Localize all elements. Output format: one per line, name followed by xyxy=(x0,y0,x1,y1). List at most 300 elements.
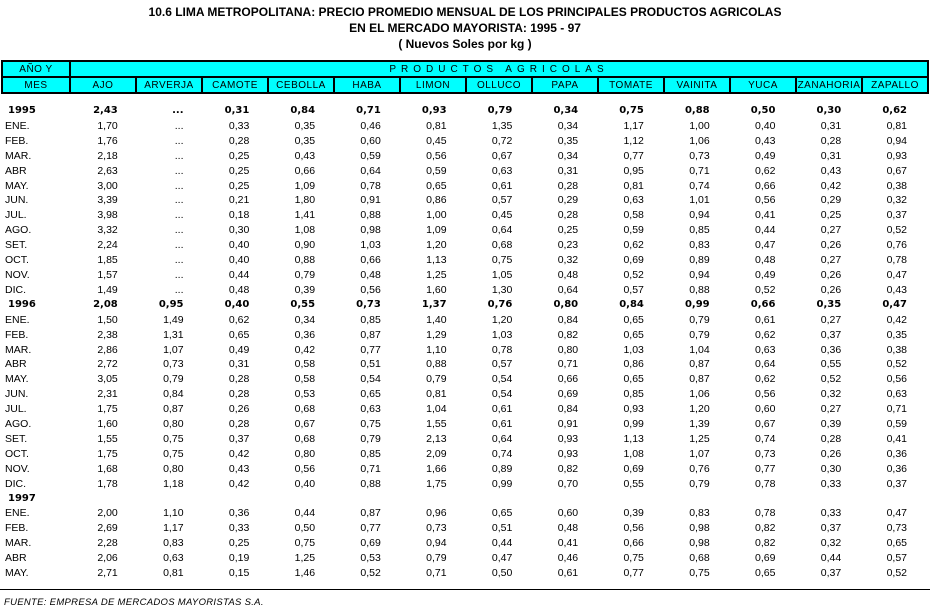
cell-limon: 0,56 xyxy=(426,149,447,162)
cell-arverja: 0,73 xyxy=(163,358,184,371)
cell-zapallo: 0,32 xyxy=(886,194,907,207)
cell-zanahoria: 0,32 xyxy=(820,537,842,550)
cell-zapallo: 0,47 xyxy=(886,507,907,520)
cell-yuca: 0,82 xyxy=(754,537,776,550)
month-row xyxy=(1,372,929,387)
cell-vainita: 0,73 xyxy=(689,149,710,162)
cell-limon: 1,29 xyxy=(426,328,447,341)
cell-yuca: 0,44 xyxy=(754,224,776,237)
cell-arverja: ... xyxy=(174,224,184,237)
cell-ajo: 2,63 xyxy=(97,164,118,177)
cell-ajo: 3,39 xyxy=(97,194,118,207)
cell-haba: 0,64 xyxy=(360,164,381,177)
cell-yuca: 0,64 xyxy=(754,358,776,371)
cell-zapallo: 0,71 xyxy=(886,403,907,416)
cell-haba: 0,73 xyxy=(356,298,381,310)
cell-camote: 0,37 xyxy=(228,432,250,445)
cell-tomate: 0,39 xyxy=(623,507,644,520)
cell-zapallo: 0,56 xyxy=(886,373,907,386)
cell-cebolla: 0,68 xyxy=(294,432,316,445)
cell-vainita: 0,94 xyxy=(689,209,710,222)
cell-yuca: 0,49 xyxy=(754,268,776,281)
cell-papa: 0,82 xyxy=(557,328,579,341)
cell-cebolla: 0,67 xyxy=(294,418,316,431)
cell-ajo: 1,78 xyxy=(97,477,118,490)
cell-papa: 0,29 xyxy=(557,194,579,207)
cell-tomate: 0,93 xyxy=(623,403,644,416)
cell-haba: 0,71 xyxy=(356,105,381,116)
cell-zapallo: 0,52 xyxy=(886,567,907,580)
cell-zapallo: 0,78 xyxy=(886,254,907,267)
cell-papa: 0,66 xyxy=(557,373,579,386)
cell-yuca: 0,41 xyxy=(754,209,776,222)
cell-arverja: 0,83 xyxy=(163,537,184,550)
cell-zanahoria: 0,44 xyxy=(820,552,842,565)
cell-papa: 0,80 xyxy=(553,298,579,310)
month-row xyxy=(1,536,929,551)
month-label: AGO. xyxy=(5,224,32,237)
cell-zanahoria: 0,28 xyxy=(820,432,842,445)
cell-zanahoria: 0,39 xyxy=(820,418,842,431)
cell-cebolla: 1,09 xyxy=(294,179,316,192)
cell-olluco: 0,89 xyxy=(491,462,513,475)
cell-zapallo: 0,62 xyxy=(882,105,907,116)
cell-ajo: 1,55 xyxy=(97,432,118,445)
cell-haba: 0,63 xyxy=(360,403,381,416)
cell-haba: 0,75 xyxy=(360,418,381,431)
cell-arverja: 0,79 xyxy=(163,373,184,386)
cell-vainita: 0,88 xyxy=(684,105,710,116)
month-row xyxy=(1,208,929,223)
cell-cebolla: 0,80 xyxy=(294,447,316,460)
cell-haba: 1,03 xyxy=(360,239,381,252)
cell-haba: 0,71 xyxy=(360,462,381,475)
cell-haba: 0,46 xyxy=(360,119,381,132)
cell-camote: 0,30 xyxy=(228,224,250,237)
header-year-label: AÑO Y xyxy=(2,61,70,77)
cell-vainita: 1,04 xyxy=(689,343,710,356)
source-note: FUENTE: EMPRESA DE MERCADOS MAYORISTAS S.A. xyxy=(4,597,264,608)
cell-zapallo: 0,38 xyxy=(886,343,907,356)
month-label: ABR xyxy=(5,552,27,565)
cell-arverja: ... xyxy=(174,268,184,281)
cell-haba: 0,56 xyxy=(360,283,381,296)
cell-papa: 0,28 xyxy=(557,179,579,192)
year-row xyxy=(1,492,929,507)
cell-olluco: 0,57 xyxy=(491,194,513,207)
month-label: ENE. xyxy=(5,313,30,326)
table-title: 10.6 LIMA METROPOLITANA: PRECIO PROMEDIO MENSUAL DE LOS PRINCIPALES PRODUCTOS AGRICOLAS xyxy=(148,5,782,19)
cell-zapallo xyxy=(863,492,929,507)
cell-zanahoria: 0,26 xyxy=(820,447,842,460)
cell-tomate: 0,81 xyxy=(623,179,644,192)
year-row xyxy=(1,104,929,119)
cell-ajo: 2,18 xyxy=(97,149,118,162)
cell-ajo: 2,71 xyxy=(97,567,118,580)
month-label: MAR. xyxy=(5,343,32,356)
month-label: MAR. xyxy=(5,537,32,550)
cell-tomate: 0,66 xyxy=(623,537,644,550)
month-row xyxy=(1,313,929,328)
cell-olluco: 0,44 xyxy=(491,537,513,550)
cell-olluco: 0,54 xyxy=(491,388,513,401)
cell-vainita: 0,83 xyxy=(689,239,710,252)
cell-tomate: 0,63 xyxy=(623,194,644,207)
cell-camote: 0,25 xyxy=(228,179,250,192)
cell-tomate: 0,84 xyxy=(619,298,644,310)
cell-tomate: 0,62 xyxy=(623,239,644,252)
cell-camote: 0,28 xyxy=(228,388,250,401)
cell-limon: 2,09 xyxy=(426,447,447,460)
month-row xyxy=(1,283,929,298)
cell-zanahoria: 0,30 xyxy=(820,462,842,475)
cell-zapallo: 0,35 xyxy=(886,328,907,341)
cell-camote: 0,25 xyxy=(228,164,250,177)
cell-haba: 0,48 xyxy=(360,268,381,281)
cell-tomate: 0,59 xyxy=(623,224,644,237)
cell-limon: 1,37 xyxy=(421,298,447,310)
month-row xyxy=(1,223,929,238)
table-subtitle: EN EL MERCADO MAYORISTA: 1995 - 97 xyxy=(349,21,581,35)
cell-cebolla: 0,56 xyxy=(294,462,316,475)
cell-limon: 1,10 xyxy=(426,343,447,356)
cell-arverja: 0,87 xyxy=(163,403,184,416)
column-header-arverja: ARVERJA xyxy=(136,77,202,93)
cell-olluco: 0,61 xyxy=(491,179,513,192)
cell-haba: 0,87 xyxy=(360,507,381,520)
cell-arverja: 0,63 xyxy=(163,552,184,565)
cell-papa xyxy=(534,492,600,507)
month-row xyxy=(1,134,929,149)
month-label: OCT. xyxy=(5,254,29,267)
cell-yuca: 0,50 xyxy=(750,105,776,116)
month-row xyxy=(1,447,929,462)
month-row xyxy=(1,268,929,283)
cell-zapallo: 0,52 xyxy=(886,224,907,237)
cell-arverja: ... xyxy=(172,105,184,116)
cell-zanahoria: 0,27 xyxy=(820,254,842,267)
cell-camote: 0,42 xyxy=(228,477,250,490)
cell-vainita: 0,98 xyxy=(689,537,710,550)
cell-camote: 0,31 xyxy=(228,358,250,371)
cell-yuca: 0,48 xyxy=(754,254,776,267)
cell-cebolla: 1,80 xyxy=(294,194,316,207)
cell-zanahoria: 0,27 xyxy=(820,313,842,326)
month-label: FEB. xyxy=(5,134,29,147)
cell-camote: 0,65 xyxy=(228,328,250,341)
cell-cebolla: 1,25 xyxy=(294,552,316,565)
cell-olluco: 0,64 xyxy=(491,224,513,237)
cell-zanahoria: 0,27 xyxy=(820,224,842,237)
cell-tomate: 0,99 xyxy=(623,418,644,431)
column-header-ajo: AJO xyxy=(70,77,136,93)
cell-limon: 1,04 xyxy=(426,403,447,416)
cell-vainita: 1,39 xyxy=(689,418,710,431)
cell-limon: 0,88 xyxy=(426,358,447,371)
cell-zapallo: 0,36 xyxy=(886,447,907,460)
cell-olluco xyxy=(469,492,535,507)
cell-papa: 0,25 xyxy=(557,224,579,237)
cell-papa: 0,64 xyxy=(557,283,579,296)
cell-haba: 0,52 xyxy=(360,567,381,580)
cell-camote: 0,28 xyxy=(228,373,250,386)
month-row xyxy=(1,193,929,208)
cell-olluco: 0,51 xyxy=(491,522,513,535)
cell-camote: 0,48 xyxy=(228,283,250,296)
cell-tomate: 0,52 xyxy=(623,268,644,281)
cell-arverja: 0,75 xyxy=(163,447,184,460)
cell-ajo: 1,85 xyxy=(97,254,118,267)
cell-limon: 0,79 xyxy=(426,552,447,565)
cell-vainita: 0,87 xyxy=(689,358,710,371)
cell-papa: 0,23 xyxy=(557,239,579,252)
cell-cebolla: 0,58 xyxy=(294,373,316,386)
cell-olluco: 1,35 xyxy=(491,119,513,132)
cell-camote xyxy=(206,492,272,507)
column-header-limon: LIMON xyxy=(400,77,466,93)
cell-zanahoria: 0,27 xyxy=(820,403,842,416)
month-label: SET. xyxy=(5,239,28,252)
cell-zanahoria: 0,33 xyxy=(820,507,842,520)
cell-zanahoria: 0,31 xyxy=(820,119,842,132)
month-label: SET. xyxy=(5,432,28,445)
cell-ajo: 2,72 xyxy=(97,358,118,371)
cell-papa: 0,35 xyxy=(557,134,579,147)
cell-zapallo: 0,52 xyxy=(886,358,907,371)
cell-ajo xyxy=(74,492,140,507)
cell-yuca: 0,69 xyxy=(754,552,776,565)
cell-arverja: 0,84 xyxy=(163,388,184,401)
month-label: JUL. xyxy=(5,403,27,416)
cell-tomate: 0,77 xyxy=(623,149,644,162)
header-group-label: PRODUCTOS AGRICOLAS xyxy=(70,61,928,77)
month-row xyxy=(1,149,929,164)
cell-olluco: 0,54 xyxy=(491,373,513,386)
cell-zanahoria: 0,36 xyxy=(820,343,842,356)
month-row xyxy=(1,477,929,492)
cell-ajo: 1,76 xyxy=(97,134,118,147)
cell-yuca: 0,66 xyxy=(750,298,776,310)
cell-vainita: 0,98 xyxy=(689,522,710,535)
cell-camote: 0,43 xyxy=(228,462,250,475)
cell-vainita: 0,79 xyxy=(689,328,710,341)
cell-tomate: 0,65 xyxy=(623,328,644,341)
cell-papa: 0,41 xyxy=(557,537,579,550)
cell-haba: 0,78 xyxy=(360,179,381,192)
cell-cebolla: 0,66 xyxy=(294,164,316,177)
cell-haba: 0,79 xyxy=(360,432,381,445)
cell-arverja: 1,31 xyxy=(163,328,184,341)
column-header-camote: CAMOTE xyxy=(202,77,268,93)
cell-haba: 0,59 xyxy=(360,149,381,162)
cell-zapallo: 0,67 xyxy=(886,164,907,177)
cell-limon: 1,40 xyxy=(426,313,447,326)
cell-yuca: 0,78 xyxy=(754,507,776,520)
cell-tomate: 0,75 xyxy=(619,105,644,116)
cell-limon: 1,00 xyxy=(426,209,447,222)
month-row xyxy=(1,119,929,134)
cell-cebolla: 0,53 xyxy=(294,388,316,401)
cell-zapallo: 0,65 xyxy=(886,537,907,550)
cell-arverja: 0,80 xyxy=(163,418,184,431)
cell-olluco: 0,45 xyxy=(491,209,513,222)
year-label: 1996 xyxy=(8,298,36,310)
cell-ajo: 2,08 xyxy=(93,298,118,310)
cell-camote: 0,21 xyxy=(228,194,250,207)
month-label: NOV. xyxy=(5,462,30,475)
month-label: OCT. xyxy=(5,447,29,460)
cell-yuca: 0,61 xyxy=(754,313,776,326)
cell-tomate xyxy=(600,492,666,507)
cell-haba xyxy=(337,492,403,507)
cell-limon: 0,79 xyxy=(426,373,447,386)
cell-ajo: 2,86 xyxy=(97,343,118,356)
month-row xyxy=(1,462,929,477)
cell-papa: 0,84 xyxy=(557,403,579,416)
cell-yuca: 0,66 xyxy=(754,179,776,192)
cell-olluco: 0,50 xyxy=(491,567,513,580)
cell-cebolla: 0,50 xyxy=(294,522,316,535)
month-label: ENE. xyxy=(5,119,30,132)
cell-camote: 0,28 xyxy=(228,134,250,147)
month-label: DIC. xyxy=(5,477,26,490)
month-label: MAR. xyxy=(5,149,32,162)
cell-tomate: 0,86 xyxy=(623,358,644,371)
cell-haba: 0,69 xyxy=(360,537,381,550)
cell-olluco: 1,20 xyxy=(491,313,513,326)
cell-olluco: 0,65 xyxy=(491,507,513,520)
cell-limon: 1,20 xyxy=(426,239,447,252)
month-row xyxy=(1,551,929,566)
cell-zapallo: 0,47 xyxy=(886,268,907,281)
column-header-yuca: YUCA xyxy=(730,77,796,93)
cell-tomate: 0,75 xyxy=(623,552,644,565)
cell-cebolla: 0,43 xyxy=(294,149,316,162)
cell-zapallo: 0,93 xyxy=(886,149,907,162)
cell-camote: 0,36 xyxy=(228,507,250,520)
cell-ajo: 2,06 xyxy=(97,552,118,565)
cell-tomate: 0,58 xyxy=(623,209,644,222)
cell-tomate: 0,65 xyxy=(623,373,644,386)
cell-ajo: 1,68 xyxy=(97,462,118,475)
price-table xyxy=(1,104,929,581)
cell-haba: 0,51 xyxy=(360,358,381,371)
cell-vainita: 0,79 xyxy=(689,313,710,326)
cell-zanahoria: 0,52 xyxy=(820,373,842,386)
cell-olluco: 0,75 xyxy=(491,254,513,267)
cell-papa: 0,46 xyxy=(557,552,579,565)
cell-olluco: 0,64 xyxy=(491,432,513,445)
cell-papa: 0,80 xyxy=(557,343,579,356)
cell-tomate: 0,85 xyxy=(623,388,644,401)
cell-papa: 0,69 xyxy=(557,388,579,401)
column-header-zapallo: ZAPALLO xyxy=(862,77,928,93)
cell-tomate: 1,12 xyxy=(623,134,644,147)
month-label: JUL. xyxy=(5,209,27,222)
cell-zanahoria: 0,30 xyxy=(816,105,842,116)
cell-arverja: ... xyxy=(174,119,184,132)
month-row xyxy=(1,387,929,402)
year-row xyxy=(1,298,929,313)
cell-vainita: 1,06 xyxy=(689,134,710,147)
cell-camote: 0,40 xyxy=(228,239,250,252)
cell-limon xyxy=(403,492,469,507)
cell-zapallo: 0,63 xyxy=(886,388,907,401)
cell-ajo: 1,75 xyxy=(97,403,118,416)
cell-camote: 0,25 xyxy=(228,149,250,162)
cell-haba: 0,85 xyxy=(360,313,381,326)
cell-zanahoria: 0,26 xyxy=(820,268,842,281)
cell-camote: 0,42 xyxy=(228,447,250,460)
cell-yuca: 0,60 xyxy=(754,403,776,416)
table-header xyxy=(1,60,929,94)
month-label: FEB. xyxy=(5,328,29,341)
cell-arverja: ... xyxy=(174,254,184,267)
month-label: MAY. xyxy=(5,567,29,580)
cell-camote: 0,25 xyxy=(228,537,250,550)
cell-zanahoria: 0,32 xyxy=(820,388,842,401)
cell-camote: 0,40 xyxy=(224,298,250,310)
cell-arverja: 1,10 xyxy=(163,507,184,520)
cell-limon: 0,81 xyxy=(426,388,447,401)
cell-cebolla: 1,08 xyxy=(294,224,316,237)
month-row xyxy=(1,432,929,447)
cell-limon: 0,86 xyxy=(426,194,447,207)
cell-olluco: 0,47 xyxy=(491,552,513,565)
month-row xyxy=(1,253,929,268)
month-row xyxy=(1,417,929,432)
cell-vainita: 0,68 xyxy=(689,552,710,565)
header-month-label: MES xyxy=(2,77,70,93)
cell-camote: 0,18 xyxy=(228,209,250,222)
month-label: ENE. xyxy=(5,507,30,520)
cell-vainita: 0,88 xyxy=(689,283,710,296)
cell-haba: 0,60 xyxy=(360,134,381,147)
month-row xyxy=(1,343,929,358)
cell-yuca: 0,62 xyxy=(754,373,776,386)
table-units: ( Nuevos Soles por kg ) xyxy=(398,37,532,51)
cell-olluco: 0,76 xyxy=(487,298,513,310)
cell-cebolla: 0,36 xyxy=(294,328,316,341)
cell-vainita: 0,83 xyxy=(689,507,710,520)
cell-camote: 0,19 xyxy=(228,552,250,565)
cell-vainita: 0,74 xyxy=(689,179,710,192)
cell-tomate: 1,03 xyxy=(623,343,644,356)
cell-vainita: 1,07 xyxy=(689,447,710,460)
month-label: AGO. xyxy=(5,418,32,431)
cell-arverja: 1,17 xyxy=(163,522,184,535)
cell-zapallo: 0,57 xyxy=(886,552,907,565)
cell-olluco: 0,68 xyxy=(491,239,513,252)
cell-tomate: 1,17 xyxy=(623,119,644,132)
cell-zapallo: 0,41 xyxy=(886,432,907,445)
cell-vainita: 1,25 xyxy=(689,432,710,445)
cell-limon: 1,25 xyxy=(426,268,447,281)
cell-camote: 0,28 xyxy=(228,418,250,431)
cell-olluco: 1,05 xyxy=(491,268,513,281)
cell-yuca: 0,56 xyxy=(754,388,776,401)
cell-cebolla: 0,42 xyxy=(294,343,316,356)
cell-cebolla: 1,46 xyxy=(294,567,316,580)
cell-yuca: 0,52 xyxy=(754,283,776,296)
cell-olluco: 0,61 xyxy=(491,403,513,416)
cell-zapallo: 0,76 xyxy=(886,239,907,252)
month-row xyxy=(1,521,929,536)
cell-papa: 0,28 xyxy=(557,209,579,222)
cell-haba: 0,88 xyxy=(360,209,381,222)
cell-vainita: 0,85 xyxy=(689,224,710,237)
cell-arverja: ... xyxy=(174,134,184,147)
